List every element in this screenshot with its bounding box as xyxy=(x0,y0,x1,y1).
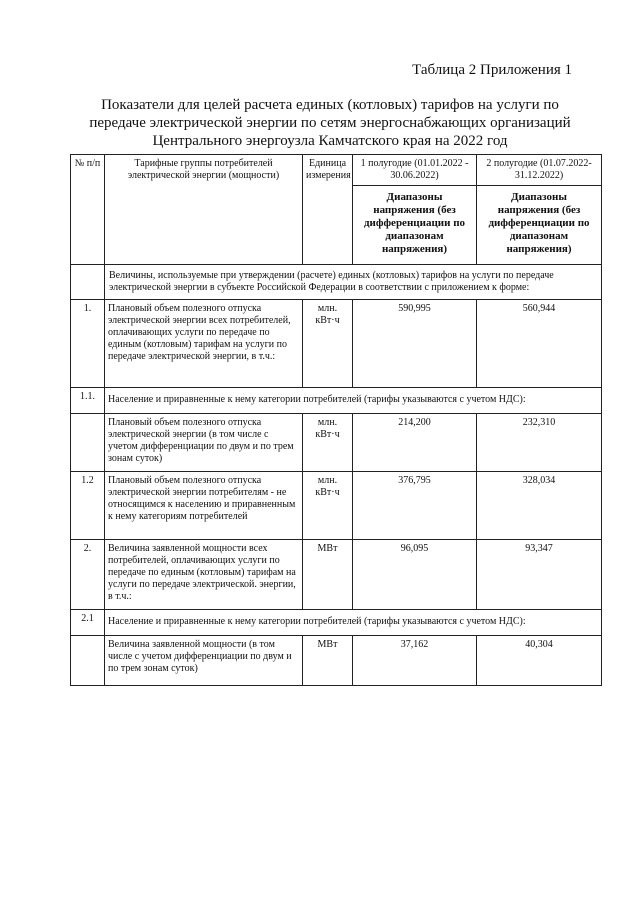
row-description: Величина заявленной мощности (в том числе с учетом дифференциации по двум и по трем зонам суток) xyxy=(105,636,303,686)
row-number: 2.1 xyxy=(71,610,105,636)
value-half1: 96,095 xyxy=(353,540,477,610)
row-number: 1. xyxy=(71,300,105,388)
value-half1: 590,995 xyxy=(353,300,477,388)
table-row xyxy=(71,540,602,610)
row-number: 1.2 xyxy=(71,472,105,540)
header-half1: 1 полугодие (01.01.2022 - 30.06.2022) xyxy=(353,155,477,186)
intro-text: Величины, используемые при утверждении (расчете) единых (котловых) тарифов на услуги по передаче электрической энергии в субъекте Российской Федерации в соответствии с приложением к форме: xyxy=(105,265,602,300)
row-number xyxy=(71,636,105,686)
value-half2: 232,310 xyxy=(477,414,602,472)
table-row xyxy=(71,472,602,540)
annex-label: Таблица 2 Приложения 1 xyxy=(412,62,572,78)
header-unit: Единица измерения xyxy=(303,155,353,265)
document-title xyxy=(60,96,600,150)
row-description: Плановый объем полезного отпуска электрической энергии всех потребителей, оплачивающих услуги по передаче по единым (котловым) тарифам на услуги по передаче электрической энергии, в т.ч.: xyxy=(105,300,303,388)
value-half1: 214,200 xyxy=(353,414,477,472)
title-line: Центрального энергоузла Камчатского края на 2022 год xyxy=(152,133,508,149)
row-description: Плановый объем полезного отпуска электрической энергии потребителям - не относящимся к населению и приравненным к нему категориям потребителей xyxy=(105,472,303,540)
row-number xyxy=(71,414,105,472)
title-line: передаче электрической энергии по сетям энергоснабжающих организаций xyxy=(89,115,571,131)
table-section-row xyxy=(71,388,602,414)
table-row xyxy=(71,300,602,388)
header-half2: 2 полугодие (01.07.2022- 31.12.2022) xyxy=(477,155,602,186)
value-half2: 560,944 xyxy=(477,300,602,388)
table-row xyxy=(71,414,602,472)
intro-num-cell xyxy=(71,265,105,300)
intro-row xyxy=(71,265,602,300)
row-number: 2. xyxy=(71,540,105,610)
row-unit: млн. кВт·ч xyxy=(303,300,353,388)
value-half1: 37,162 xyxy=(353,636,477,686)
section-title: Население и приравненные к нему категории потребителей (тарифы указываются с учетом НДС): xyxy=(105,388,602,414)
title-line: Показатели для целей расчета единых (котловых) тарифов на услуги по xyxy=(101,97,559,113)
row-description: Величина заявленной мощности всех потребителей, оплачивающих услуги по передаче по единым (котловым) тарифам на услуги по передаче электрической. энергии, в т.ч.: xyxy=(105,540,303,610)
subheader-half1: Диапазоны напряжения (без дифференциации по диапазонам напряжения) xyxy=(353,186,477,265)
row-description: Плановый объем полезного отпуска электрической энергии (в том числе с учетом дифференциации по двум и по трем зонам суток) xyxy=(105,414,303,472)
header-group: Тарифные группы потребителей электрической энергии (мощности) xyxy=(105,155,303,265)
header-row xyxy=(71,155,602,186)
value-half2: 93,347 xyxy=(477,540,602,610)
table-row xyxy=(71,636,602,686)
row-number: 1.1. xyxy=(71,388,105,414)
section-title: Население и приравненные к нему категории потребителей (тарифы указываются с учетом НДС): xyxy=(105,610,602,636)
value-half2: 328,034 xyxy=(477,472,602,540)
subheader-half2: Диапазоны напряжения (без дифференциации по диапазонам напряжения) xyxy=(477,186,602,265)
row-unit: млн. кВт·ч xyxy=(303,472,353,540)
row-unit: млн. кВт·ч xyxy=(303,414,353,472)
header-num: № п/п xyxy=(71,155,105,265)
tariff-table xyxy=(70,154,602,686)
row-unit: МВт xyxy=(303,636,353,686)
row-unit: МВт xyxy=(303,540,353,610)
table-section-row xyxy=(71,610,602,636)
value-half2: 40,304 xyxy=(477,636,602,686)
value-half1: 376,795 xyxy=(353,472,477,540)
